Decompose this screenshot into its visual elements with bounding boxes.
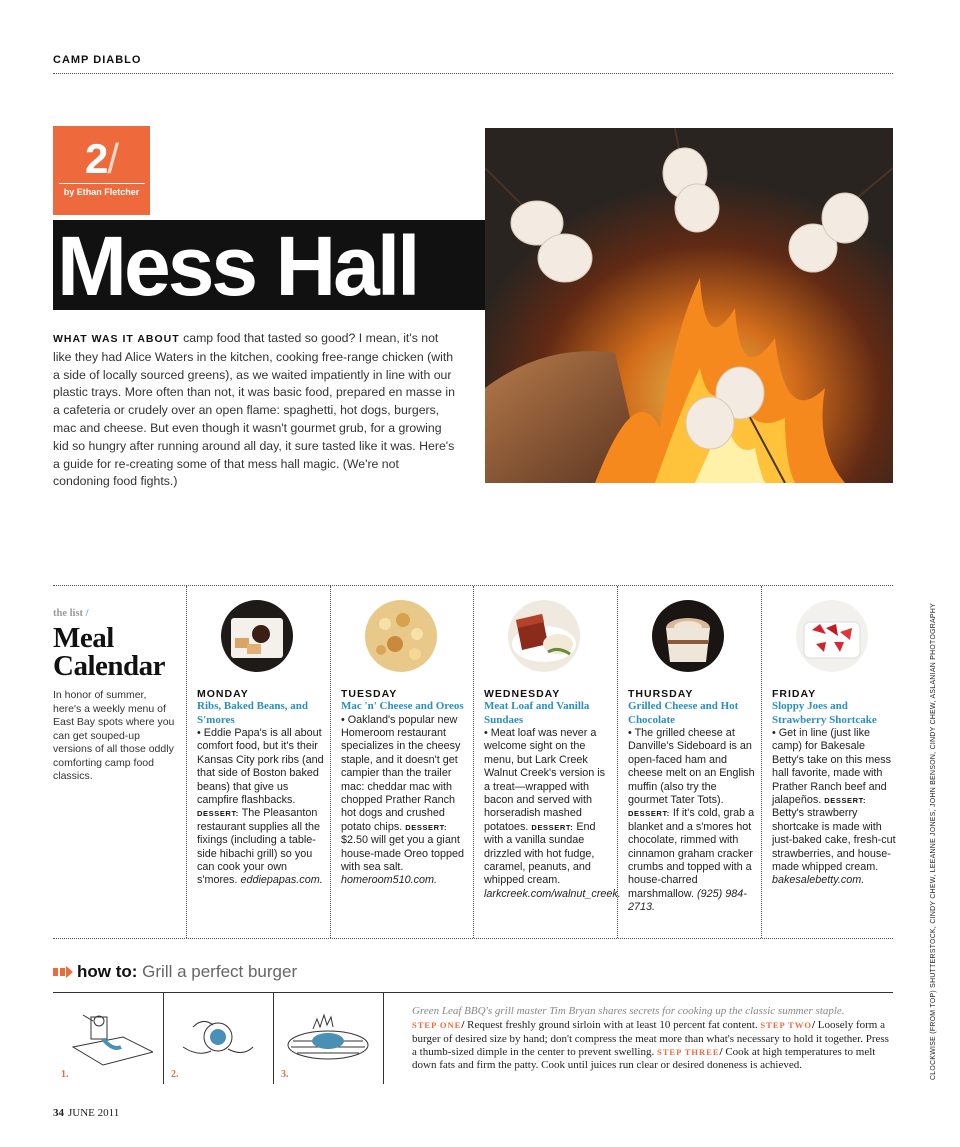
step-number: 3.	[281, 1069, 289, 1080]
day-name: TUESDAY	[341, 688, 398, 700]
step-number: 1.	[61, 1069, 69, 1080]
calendar-title: Meal Calendar	[53, 622, 165, 682]
restaurant-url: homeroom510.com.	[341, 874, 438, 887]
day-description: • Oakland's popular new Homeroom restaurant specializes in the cheesy staple, and it doesn't get campier than the trailer mac: cheddar mac with chopped Prather Ranch hot dogs and crushed potato chips. DESSERT: $2.50 will get you a giant house-made Oreo topped with sea salt. homeroom510.com.	[341, 713, 465, 887]
howto-panel	[53, 992, 893, 1083]
list-tag: the list /	[53, 608, 89, 619]
dish-name: Mac 'n' Cheese and Oreos	[341, 700, 464, 712]
hero-photo-marshmallows-over-fire	[485, 128, 893, 483]
day-description: • Eddie Papa's is all about comfort food, but it's their Kansas City pork ribs (and that side of Boston baked beans) that give us campfire flashbacks. DESSERT: The Pleasanton restaurant supplies all the fixings (including a table-side hibachi grill) so you can cook your own s'mores. eddiepapas.com.	[197, 727, 324, 887]
day-name: MONDAY	[197, 688, 249, 700]
story-number: 2	[84, 135, 108, 182]
dessert-label: DESSERT:	[531, 822, 574, 832]
dessert-label: DESSERT:	[824, 796, 867, 806]
calendar-description: In honor of summer, here's a weekly menu of East Bay spots where you can get souped-up versions of all those oddly comforting camp food classics.	[53, 689, 175, 782]
dessert-label: DESSERT:	[628, 809, 670, 819]
step-panel-3	[273, 993, 383, 1084]
howto-intro: Green Leaf BBQ's grill master Tim Bryan shares secrets for cooking up the classic summer staple.	[412, 1005, 845, 1017]
hands-forming-patty-icon	[173, 1007, 263, 1072]
section-label: CAMP DIABLO	[53, 54, 142, 66]
story-number-badge	[53, 126, 150, 215]
photo-credit: CLOCKWISE (FROM TOP) SHUTTERSTOCK, CINDY CHEW, LEEANNE JONES, JOHN BENSON, CINDY CHEW, ASLANIAN PHOTOGRAPHY	[930, 603, 937, 1080]
dish-name: Sloppy Joes and Strawberry Shortcake	[772, 700, 877, 726]
day-name: THURSDAY	[628, 688, 694, 700]
step-number: 2.	[171, 1069, 179, 1080]
calendar-bottom-rule	[53, 938, 893, 939]
page-folio: 34 JUNE 2011	[53, 1107, 120, 1119]
byline: by Ethan Fletcher	[63, 187, 140, 197]
step-panel-1	[53, 993, 163, 1084]
meat-grinder-icon	[63, 1007, 153, 1072]
day-name: WEDNESDAY	[484, 688, 561, 700]
restaurant-url: eddiepapas.com.	[240, 874, 323, 887]
dish-name: Grilled Cheese and Hot Chocolate	[628, 700, 739, 726]
day-description: • Meat loaf was never a welcome sight on the menu, but Lark Creek Walnut Creek's version is a treat—wrapped with bacon and served with horseradish mashed potatoes. DESSERT: End with a vanilla sundae drizzled with hot fudge, caramel, peanuts, and whipped cream. larkcreek.com/walnut_creek.	[484, 727, 621, 900]
thumb-mac-and-cheese-photo	[365, 600, 437, 672]
thumb-hot-chocolate-photo	[652, 600, 724, 672]
meal-calendar-intro	[53, 608, 178, 784]
top-divider	[53, 73, 893, 74]
restaurant-url: (925) 984-2713.	[628, 887, 747, 914]
day-column-monday	[197, 598, 325, 888]
restaurant-url: bakesalebetty.com.	[772, 874, 865, 887]
step-panel-2	[163, 993, 273, 1084]
title-block	[53, 220, 512, 310]
restaurant-url: larkcreek.com/walnut_creek.	[484, 887, 621, 900]
intro-lead: WHAT WAS IT ABOUT	[53, 333, 180, 345]
day-column-wednesday	[484, 598, 621, 901]
dessert-label: DESSERT:	[197, 809, 239, 819]
panel-divider	[383, 993, 384, 1084]
day-column-tuesday	[341, 598, 469, 888]
arrow-right-icon	[53, 963, 73, 983]
day-description: • Get in line (just like camp) for Bakesale Betty's take on this mess hall favorite, made with Prather Ranch beef and jalapeños. DESSERT: Betty's strawberry shortcake is made with just-baked cake, fresh-cut strawberries, and house-made whipped cream. bakesalebetty.com.	[772, 727, 896, 887]
thumb-smores-photo	[221, 600, 293, 672]
howto-text: Green Leaf BBQ's grill master Tim Bryan shares secrets for cooking up the classic summer staple. STEP ONE/ Request freshly ground sirloin with at least 10 percent fat content. STEP TWO/ Loosely form a burger of desired size by hand; don't compress the meat more than what's necessary to hold it together. Press a thumb-sized dimple in the center to prevent swelling. STEP THREE/ Cook at high temperatures to melt down fats and firm the patty. Cook until juices run clear or desired doneness is achieved.	[412, 1005, 889, 1072]
thumb-strawberry-shortcake-photo	[796, 600, 868, 672]
thumb-meat-loaf-photo	[508, 600, 580, 672]
dessert-label: DESSERT:	[405, 822, 448, 832]
badge-slash: /	[107, 135, 119, 182]
burger-on-grill-icon	[283, 1007, 373, 1072]
day-name: FRIDAY	[772, 688, 817, 700]
dish-name: Ribs, Baked Beans, and S'mores	[197, 700, 308, 726]
day-column-friday	[772, 598, 900, 888]
day-column-thursday	[628, 598, 756, 915]
dish-name: Meat Loaf and Vanilla Sundaes	[484, 700, 590, 726]
page-title: Mess Hall	[57, 220, 418, 310]
intro-paragraph	[53, 330, 458, 491]
howto-heading: how to: Grill a perfect burger	[53, 962, 297, 983]
day-description: • The grilled cheese at Danville's Sideboard is an open-faced ham and cheese melt on an English muffin (also try the gourmet Tater Tots). DESSERT: If it's cold, grab a blanket and a s'mores hot chocolate, rimmed with cinnamon graham cracker crumbs and topped with a house-charred marshmallow. (925) 984-2713.	[628, 727, 755, 914]
intro-text: camp food that tasted so good? I mean, it's not like they had Alice Waters in the kitchen, cooking free-range chicken (with a side of locally sourced greens), as we waited impatiently in line with our plastic trays. More often than not, it was basic food, prepared en masse in a cafeteria or crudely over an open flame: spaghetti, hot dogs, burgers, mac and cheese. But even though it wasn't gourmet grub, for a growing kid so hungry after running around all day, it sure tasted like it was. Here's a guide for re-creating some of that mess hall magic. (We're not condoning food fights.)	[53, 331, 455, 489]
